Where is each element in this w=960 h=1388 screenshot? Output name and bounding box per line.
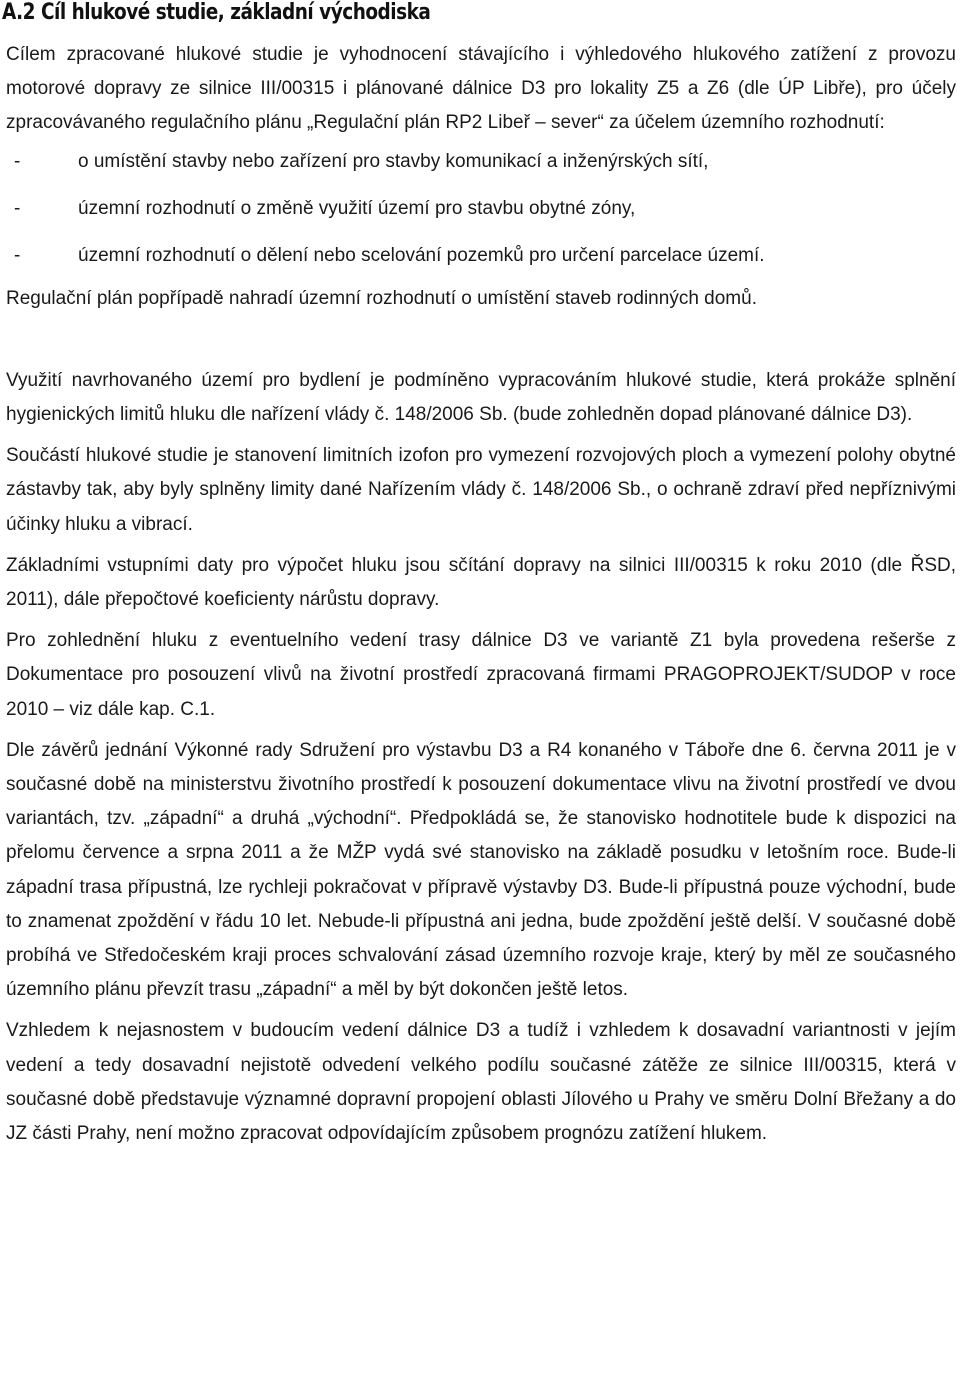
list-dash: -	[14, 197, 21, 219]
document-body	[6, 38, 956, 1151]
paragraph-land-use: Využití navrhovaného území pro bydlení je podmíněno vypracováním hlukové studie, která prokáže splnění hygienických limitů hluku dle nařízení vlády č. 148/2006 Sb. (bude zohledněn dopad plánované dálnice D3).	[6, 369, 956, 426]
list-dash: -	[14, 150, 21, 172]
paragraph-isophones: Součástí hlukové studie je stanovení limitních izofon pro vymezení rozvojových ploch a vymezení polohy obytné zástavby tak, aby byly splněny limity dané Nařízením vlády č. 148/2006 Sb., o ochraně zdraví před nepříznivými účinky hluku a vibrací.	[6, 445, 956, 535]
list-item	[6, 192, 956, 226]
list-item-text: územní rozhodnutí o změně využití území pro stavbu obytné zóny,	[78, 197, 636, 219]
intro-paragraph: Cílem zpracované hlukové studie je vyhodnocení stávajícího i výhledového hlukového zatížení z provozu motorové dopravy ze silnice III/00315 i plánované dálnice D3 pro lokality Z5 a Z6 (dle ÚP Libře), pro účely zpracovávaného regulačního plánu „Regulační plán RP2 Libeř – sever“ za účelem územního rozhodnutí:	[6, 44, 956, 134]
list-dash: -	[14, 244, 21, 266]
paragraph-regulation-plan: Regulační plán popřípadě nahradí územní rozhodnutí o umístění staveb rodinných domů.	[6, 287, 757, 309]
list-item	[6, 239, 956, 273]
section-heading: A.2 Cíl hlukové studie, základní východiska	[2, 0, 431, 25]
list-item-text: územní rozhodnutí o dělení nebo scelování pozemků pro určení parcelace území.	[78, 244, 765, 266]
purpose-list	[6, 145, 956, 273]
paragraph-input-data: Základními vstupními daty pro výpočet hluku jsou sčítání dopravy na silnici III/00315 k roku 2010 (dle ŘSD, 2011), dále přepočtové koeficienty nárůstu dopravy.	[6, 554, 956, 611]
list-item	[6, 145, 956, 179]
paragraph-d3-research: Pro zohlednění hluku z eventuelního vedení trasy dálnice D3 ve variantě Z1 byla provedena rešerše z Dokumentace pro posouzení vlivů na životní prostředí zpracovaná firmami PRAGOPROJEKT/SUDOP v roce 2010 – viz dále kap. C.1.	[6, 630, 956, 720]
list-item-text: o umístění stavby nebo zařízení pro stavby komunikací a inženýrských sítí,	[78, 150, 709, 172]
paragraph-uncertainty: Vzhledem k nejasnostem v budoucím vedení dálnice D3 a tudíž i vzhledem k dosavadní variantnosti v jejím vedení a tedy dosavadní nejistotě odvedení velkého podílu současné zátěže ze silnice III/00315, která v současné době představuje významné dopravní propojení oblasti Jílového u Prahy ve směru Dolní Břežany a do JZ části Prahy, není možno zpracovat odpovídajícím způsobem prognózu zatížení hlukem.	[6, 1020, 956, 1145]
paragraph-meeting-conclusions: Dle závěrů jednání Výkonné rady Sdružení pro výstavbu D3 a R4 konaného v Táboře dne 6. června 2011 je v současné době na ministerstvu životního prostředí k posouzení dokumentace vlivu na životní prostředí ve dvou variantách, tzv. „západní“ a druhá „východní“. Předpokládá se, že stanovisko hodnotitele bude k dispozici na přelomu července a srpna 2011 a že MŽP vydá své stanovisko na základě posudku v letošním roce. Bude-li západní trasa přípustná, lze rychleji pokračovat v přípravě výstavby D3. Bude-li přípustná pouze východní, bude to znamenat zpoždění v řádu 10 let. Nebude-li přípustná ani jedna, bude zpoždění ještě delší. V současné době probíhá ve Středočeském kraji proces schvalování zásad územního rozvoje kraje, který by měl ze současného územního plánu převzít trasu „západní“ a měl by být dokončen ještě letos.	[6, 739, 956, 1001]
